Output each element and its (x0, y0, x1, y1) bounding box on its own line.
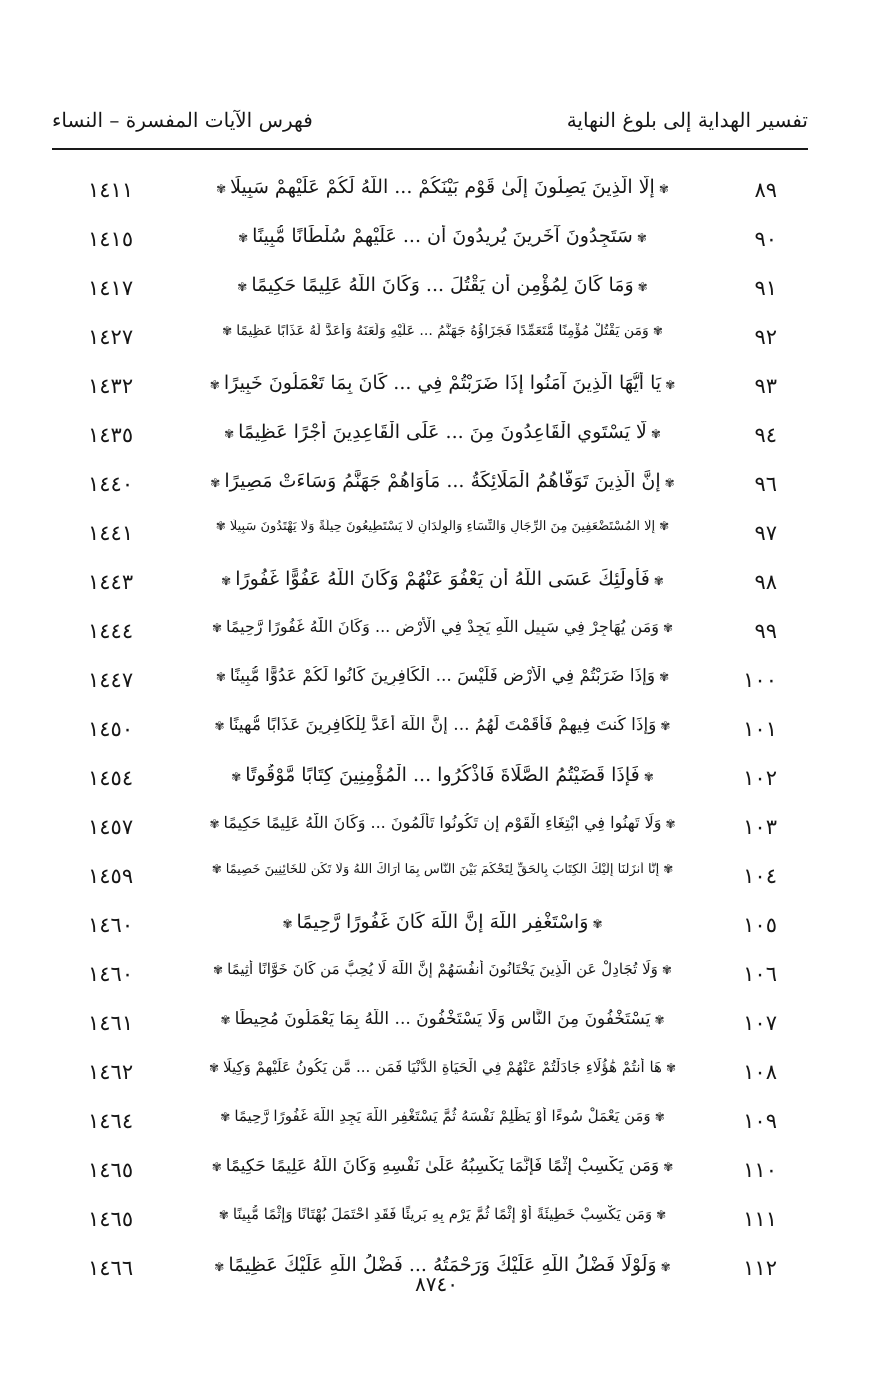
verse-quote: وَمَن يَكْسِبْ خَطِيئَةً أَوْ إِثْمًا ثُمَّ يَرْمِ بِهِ بَرِيئًا فَقَدِ احْتَمَلَ بُهْتَانًا وَإِثْمًا مُّبِينًا (232, 1205, 653, 1223)
ornament-bracket-open-icon: ✾ (652, 324, 663, 338)
ornament-bracket-close-icon: ✾ (211, 862, 222, 876)
verse-quote: إِنَّا أَنزَلْنَا إِلَيْكَ الْكِتَابَ بِالْحَقِّ لِتَحْكُمَ بَيْنَ النَّاسِ بِمَا أَرَاكَ اللَّهُ وَلَا تَكُن لِّلْخَائِنِينَ خَصِيمًا (225, 862, 660, 877)
verse-number: ٨٩ (754, 178, 777, 202)
verse-number: ١٠٥ (743, 913, 777, 937)
verse-number: ٩٧ (754, 521, 777, 545)
page-reference: ١٤٦٤ (88, 1109, 134, 1133)
ornament-bracket-open-icon: ✾ (665, 378, 676, 392)
verse-quote: يَسْتَخْفُونَ مِنَ النَّاسِ وَلَا يَسْتَخْفُونَ ... اللَّهُ بِمَا يَعْمَلُونَ مُحِيطًا (234, 1009, 651, 1029)
verse-quote: لَّا يَسْتَوِي الْقَاعِدُونَ مِنَ ... عَلَى الْقَاعِدِينَ أَجْرًا عَظِيمًا (238, 421, 647, 443)
verse-text (205, 617, 680, 636)
verse-quote: فَإِذَا قَضَيْتُمُ الصَّلَاةَ فَاذْكُرُوا ... الْمُؤْمِنِينَ كِتَابًا مَّوْقُوتًا (245, 764, 640, 786)
index-row (0, 315, 873, 364)
page-reference: ١٤٤٣ (88, 570, 134, 594)
running-header (52, 108, 808, 142)
page-reference: ١٤٦٦ (88, 1256, 134, 1280)
verse-quote: وَمَن يَكْسِبْ إِثْمًا فَإِنَّمَا يَكْسِبُهُ عَلَىٰ نَفْسِهِ وَكَانَ اللَّهُ عَلِيمًا حَكِيمًا (225, 1156, 660, 1176)
verse-quote: وَلَا تَهِنُوا فِي ابْتِغَاءِ الْقَوْمِ إِن تَكُونُوا تَأْلَمُونَ ... وَكَانَ اللَّهُ عَلِيمًا حَكِيمًا (223, 813, 662, 832)
page-reference: ١٤٢٧ (88, 325, 134, 349)
verse-number: ٩٨ (754, 570, 777, 594)
page-reference: ١٤٦٥ (88, 1207, 134, 1231)
verse-text (205, 421, 680, 443)
page-reference: ١٤٤٧ (88, 668, 134, 692)
verse-text (205, 323, 680, 339)
verse-number: ١١٢ (743, 1256, 777, 1280)
verse-number: ٩٢ (754, 325, 777, 349)
page-reference: ١٤٣٢ (88, 374, 134, 398)
ornament-bracket-open-icon: ✾ (653, 574, 664, 588)
index-row (0, 217, 873, 266)
ornament-bracket-open-icon: ✾ (660, 719, 671, 733)
verse-number: ١٠٨ (743, 1060, 777, 1084)
verse-quote: وَمَن يَعْمَلْ سُوءًا أَوْ يَظْلِمْ نَفْسَهُ ثُمَّ يَسْتَغْفِرِ اللَّهَ يَجِدِ اللَّهَ غَفُورًا رَّحِيمًا (234, 1107, 651, 1125)
page-number: ٨٧٤٠ (415, 1272, 458, 1296)
index-row (0, 168, 873, 217)
verse-quote: هَا أَنتُمْ هَٰؤُلَاءِ جَادَلْتُمْ عَنْهُمْ فِي الْحَيَاةِ الدُّنْيَا فَمَن ... مَّن يَكُونُ عَلَيْهِمْ وَكِيلًا (223, 1058, 662, 1076)
ornament-bracket-open-icon: ✾ (656, 1208, 667, 1222)
page-reference: ١٤٣٥ (88, 423, 134, 447)
ornament-bracket-close-icon: ✾ (210, 476, 221, 490)
verse-text (205, 568, 680, 590)
ornament-bracket-open-icon: ✾ (654, 1013, 665, 1027)
verse-text (205, 1205, 680, 1223)
verse-quote: وَمَا كَانَ لِمُؤْمِنٍ أَن يَقْتُلَ ... وَكَانَ اللَّهُ عَلِيمًا حَكِيمًا (251, 274, 634, 296)
index-row (0, 1001, 873, 1050)
verse-text (205, 813, 680, 832)
index-row (0, 903, 873, 952)
page-reference: ١٤٦٢ (88, 1060, 134, 1084)
verse-number: ١٠١ (743, 717, 777, 741)
verse-number: ١٠٧ (743, 1011, 777, 1035)
verse-number: ١١١ (743, 1207, 777, 1231)
verse-number: ٩٠ (754, 227, 777, 251)
ornament-bracket-open-icon: ✾ (662, 621, 674, 635)
verse-text (205, 1058, 680, 1076)
verse-text (205, 225, 680, 247)
ornament-bracket-open-icon: ✾ (660, 1260, 671, 1274)
verse-number: ١١٠ (743, 1158, 777, 1182)
verse-quote: وَاسْتَغْفِرِ اللَّهَ إِنَّ اللَّهَ كَانَ غَفُورًا رَّحِيمًا (296, 911, 589, 933)
verse-number: ٩٣ (754, 374, 777, 398)
index-row (0, 560, 873, 609)
verse-quote: يَا أَيُّهَا الَّذِينَ آمَنُوا إِذَا ضَرَبْتُمْ فِي ... كَانَ بِمَا تَعْمَلُونَ خَبِيرًا (223, 372, 662, 394)
verse-number: ١٠٢ (743, 766, 777, 790)
ornament-bracket-open-icon: ✾ (650, 427, 661, 441)
ornament-bracket-open-icon: ✾ (654, 1110, 665, 1124)
ornament-bracket-close-icon: ✾ (221, 574, 232, 588)
page-reference: ١٤١٥ (88, 227, 134, 251)
index-row (0, 952, 873, 1001)
index-row (0, 756, 873, 805)
index-row (0, 854, 873, 903)
header-divider (52, 148, 808, 150)
page-reference: ١٤٤٤ (88, 619, 134, 643)
index-row (0, 1050, 873, 1099)
ornament-bracket-close-icon: ✾ (222, 324, 233, 338)
ornament-bracket-close-icon: ✾ (282, 917, 293, 931)
page-reference: ١٤٥٩ (88, 864, 134, 888)
index-row (0, 609, 873, 658)
ornament-bracket-open-icon: ✾ (659, 670, 670, 684)
verse-quote: وَإِذَا ضَرَبْتُمْ فِي الْأَرْضِ فَلَيْسَ ... الْكَافِرِينَ كَانُوا لَكُمْ عَدُوًّا مُّبِينًا (229, 666, 656, 686)
verse-text (205, 1107, 680, 1125)
index-row (0, 805, 873, 854)
ornament-bracket-open-icon: ✾ (637, 280, 648, 294)
ornament-bracket-close-icon: ✾ (238, 231, 249, 245)
index-row (0, 413, 873, 462)
ornament-bracket-open-icon: ✾ (665, 817, 676, 831)
verse-text (205, 862, 680, 877)
section-title: فهرس الآيات المفسرة – النساء (52, 108, 313, 132)
ornament-bracket-open-icon: ✾ (661, 963, 672, 977)
ornament-bracket-close-icon: ✾ (209, 378, 220, 392)
verse-text (205, 666, 680, 686)
index-row (0, 1148, 873, 1197)
verse-quote: وَلَا تُجَادِلْ عَنِ الَّذِينَ يَخْتَانُونَ أَنفُسَهُمْ إِنَّ اللَّهَ لَا يُحِبُّ مَن كَانَ خَوَّانًا أَثِيمًا (227, 960, 658, 978)
verse-text (205, 519, 680, 534)
ornament-bracket-close-icon: ✾ (209, 817, 220, 831)
ornament-bracket-close-icon: ✾ (216, 182, 227, 196)
verse-text (205, 715, 680, 735)
ornament-bracket-close-icon: ✾ (220, 1110, 231, 1124)
ornament-bracket-close-icon: ✾ (218, 1208, 229, 1222)
verse-number: ٩٦ (754, 472, 777, 496)
ornament-bracket-close-icon: ✾ (213, 963, 224, 977)
verse-number: ١٠٤ (743, 864, 777, 888)
verse-quote: وَإِذَا كُنتَ فِيهِمْ فَأَقَمْتَ لَهُمُ ... إِنَّ اللَّهَ أَعَدَّ لِلْكَافِرِينَ عَذَابًا مُّهِينًا (228, 715, 657, 735)
index-row (0, 462, 873, 511)
verse-quote: وَمَن يَقْتُلْ مُؤْمِنًا مُّتَعَمِّدًا فَجَزَاؤُهُ جَهَنَّمُ ... عَلَيْهِ وَلَعَنَهُ وَأَعَدَّ لَهُ عَذَابًا عَظِيمًا (236, 323, 649, 339)
ornament-bracket-close-icon: ✾ (231, 770, 242, 784)
ornament-bracket-open-icon: ✾ (663, 862, 674, 876)
verse-text (205, 764, 680, 786)
verse-number: ٩٤ (754, 423, 777, 447)
index-row (0, 707, 873, 756)
index-row (0, 364, 873, 413)
page-reference: ١٤٥٧ (88, 815, 134, 839)
verse-number: ١٠٦ (743, 962, 777, 986)
index-row (0, 658, 873, 707)
verse-quote: وَمَن يُهَاجِرْ فِي سَبِيلِ اللَّهِ يَجِدْ فِي الْأَرْضِ ... وَكَانَ اللَّهُ غَفُورًا رَّحِيمًا (226, 617, 659, 636)
ornament-bracket-close-icon: ✾ (220, 1013, 231, 1027)
verse-number: ١٠٠ (743, 668, 777, 692)
verse-text (205, 1156, 680, 1176)
page-reference: ١٤٤٠ (88, 472, 134, 496)
ornament-bracket-open-icon: ✾ (592, 917, 603, 931)
verse-text (205, 176, 680, 198)
verse-number: ٩٩ (754, 619, 777, 643)
ornament-bracket-close-icon: ✾ (211, 1160, 222, 1174)
ornament-bracket-close-icon: ✾ (237, 280, 248, 294)
ornament-bracket-open-icon: ✾ (664, 476, 675, 490)
ornament-bracket-close-icon: ✾ (214, 719, 225, 733)
page-reference: ١٤٦٥ (88, 1158, 134, 1182)
page-reference: ١٤٥٤ (88, 766, 134, 790)
page-reference: ١٤٥٠ (88, 717, 134, 741)
verse-text (205, 960, 680, 978)
verse-number: ٩١ (754, 276, 777, 300)
verse-text (205, 911, 680, 933)
index-row (0, 266, 873, 315)
book-title: تفسير الهداية إلى بلوغ النهاية (566, 108, 808, 132)
verse-text (205, 372, 680, 394)
ornament-bracket-open-icon: ✾ (658, 182, 669, 196)
verse-number: ١٠٩ (743, 1109, 777, 1133)
ornament-bracket-open-icon: ✾ (665, 1061, 676, 1075)
ornament-bracket-open-icon: ✾ (643, 770, 654, 784)
verse-text (205, 274, 680, 296)
ornament-bracket-close-icon: ✾ (214, 1260, 225, 1274)
ornament-bracket-open-icon: ✾ (636, 231, 647, 245)
verse-text (205, 470, 680, 492)
page-reference: ١٤٦٠ (88, 913, 134, 937)
ornament-bracket-open-icon: ✾ (659, 519, 670, 533)
page-reference: ١٤٦١ (88, 1011, 134, 1035)
ornament-bracket-close-icon: ✾ (215, 670, 226, 684)
page-reference: ١٤١١ (88, 178, 134, 202)
ornament-bracket-close-icon: ✾ (215, 519, 226, 533)
page-reference: ١٤٦٠ (88, 962, 134, 986)
verse-index-table (0, 168, 873, 1295)
verse-quote: سَتَجِدُونَ آخَرِينَ يُرِيدُونَ أَن ... عَلَيْهِمْ سُلْطَانًا مُّبِينًا (252, 225, 633, 247)
verse-quote: إِلَّا الْمُسْتَضْعَفِينَ مِنَ الرِّجَالِ وَالنِّسَاءِ وَالْوِلْدَانِ لَا يَسْتَطِيعُونَ حِيلَةً وَلَا يَهْتَدُونَ سَبِيلًا (229, 519, 656, 534)
ornament-bracket-close-icon: ✾ (224, 427, 235, 441)
verse-quote: وَلَوْلَا فَضْلُ اللَّهِ عَلَيْكَ وَرَحْمَتُهُ ... فَضْلُ اللَّهِ عَلَيْكَ عَظِيمًا (228, 1254, 657, 1276)
ornament-bracket-close-icon: ✾ (208, 1061, 219, 1075)
ornament-bracket-close-icon: ✾ (211, 621, 222, 635)
verse-quote: إِلَّا الَّذِينَ يَصِلُونَ إِلَىٰ قَوْمٍ بَيْنَكُمْ ... اللَّهُ لَكُمْ عَلَيْهِمْ سَبِيلًا (230, 176, 655, 198)
index-row (0, 1099, 873, 1148)
ornament-bracket-open-icon: ✾ (663, 1160, 674, 1174)
verse-number: ١٠٣ (743, 815, 777, 839)
index-row (0, 1197, 873, 1246)
verse-quote: فَأُولَٰئِكَ عَسَى اللَّهُ أَن يَعْفُوَ عَنْهُمْ وَكَانَ اللَّهُ عَفُوًّا غَفُورًا (235, 568, 650, 590)
index-row (0, 511, 873, 560)
page-reference: ١٤٤١ (88, 521, 134, 545)
verse-text (205, 1009, 680, 1029)
page-reference: ١٤١٧ (88, 276, 134, 300)
verse-quote: إِنَّ الَّذِينَ تَوَفَّاهُمُ الْمَلَائِكَةُ ... مَأْوَاهُمْ جَهَنَّمُ وَسَاءَتْ مَصِيرًا (224, 470, 661, 492)
